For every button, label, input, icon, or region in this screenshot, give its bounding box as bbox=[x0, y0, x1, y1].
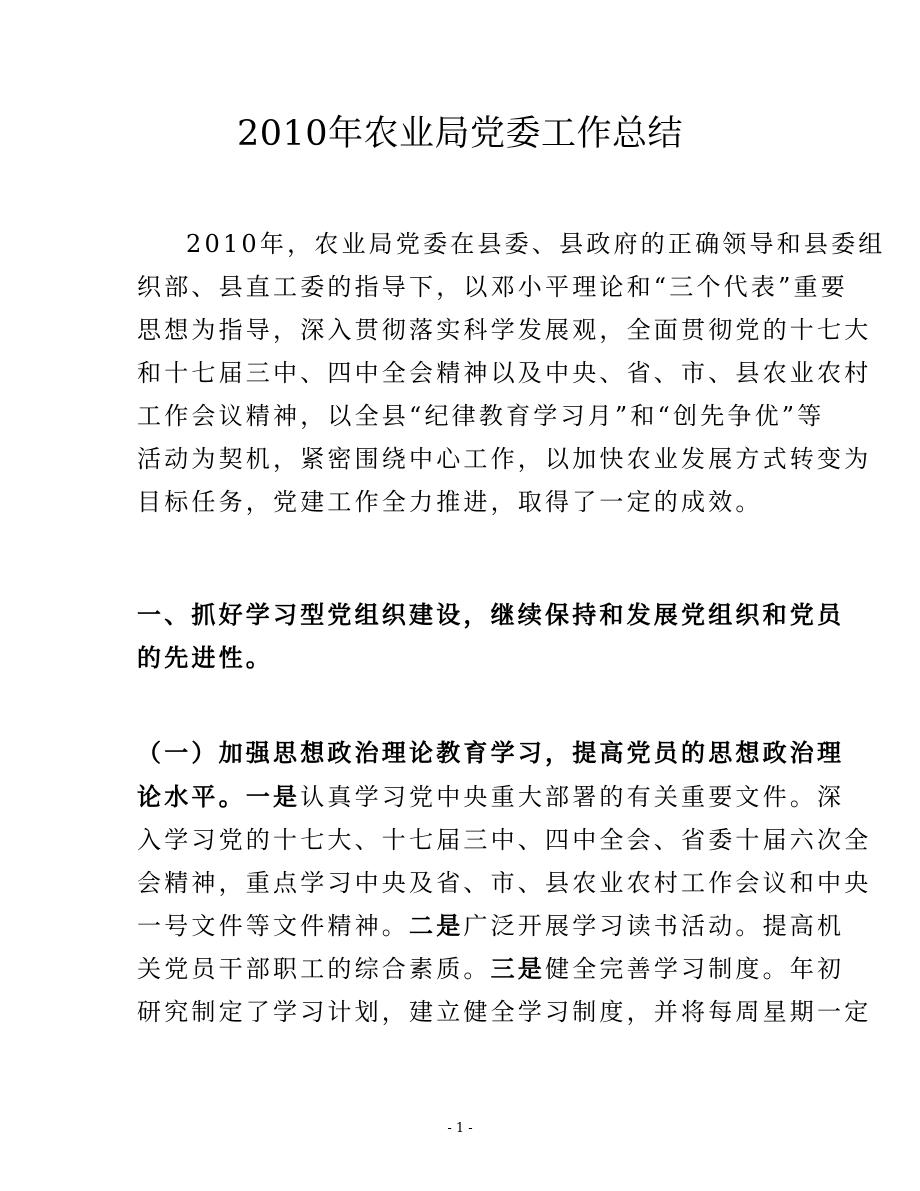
body-text: 关党员干部职工的综合素质。 bbox=[137, 955, 491, 983]
subsection-heading-line: （一）加强思想政治理论教育学习，提高党员的思想政治理 bbox=[137, 738, 845, 767]
intro-line: 活动为契机，紧密围绕中心工作，以加快农业发展方式转变为 bbox=[137, 445, 872, 473]
section-heading-line: 一、抓好学习型党组织建设，继续保持和发展党组织和党员 bbox=[137, 600, 845, 629]
body-text: 认真学习党中央重大部署的有关重要文件。深 bbox=[300, 783, 845, 811]
intro-line: 目标任务，党建工作全力推进，取得了一定的成效。 bbox=[137, 488, 763, 516]
subsection-heading-tail: 论水平。 bbox=[137, 782, 246, 811]
point-label: 一是 bbox=[245, 782, 301, 811]
document-title: 2010年农业局党委工作总结 bbox=[236, 114, 684, 154]
page-number: - 1 - bbox=[447, 1121, 473, 1136]
intro-line: 思想为指导，深入贯彻落实科学发展观，全面贯彻党的十七大 bbox=[137, 316, 872, 344]
subsection-line bbox=[137, 779, 845, 815]
body-text: 健全完善学习制度。年初 bbox=[545, 955, 845, 983]
section-heading-line: 的先进性。 bbox=[137, 643, 273, 672]
point-label: 二是 bbox=[409, 911, 464, 940]
body-text: 一号文件等文件精神。 bbox=[137, 912, 409, 940]
intro-line: 和十七届三中、四中全会精神以及中央、省、市、县农业农村 bbox=[137, 359, 872, 387]
subsection-line: 会精神，重点学习中央及省、市、县农业农村工作会议和中央 bbox=[137, 869, 872, 897]
subsection-line bbox=[137, 951, 845, 987]
intro-line: 2010年，农业局党委在县委、县政府的正确领导和县委组 bbox=[186, 230, 886, 258]
body-text: 广泛开展学习读书活动。提高机 bbox=[463, 912, 845, 940]
point-label: 三是 bbox=[490, 954, 546, 983]
intro-line: 工作会议精神，以全县“纪律教育学习月”和“创先争优”等 bbox=[137, 402, 825, 430]
subsection-line: 研究制定了学习计划，建立健全学习制度，并将每周星期一定 bbox=[137, 998, 872, 1026]
subsection-line bbox=[137, 908, 845, 944]
subsection-line: 入学习党的十七大、十七届三中、四中全会、省委十届六次全 bbox=[137, 826, 872, 854]
intro-line: 织部、县直工委的指导下，以邓小平理论和“三个代表”重要 bbox=[137, 273, 848, 301]
